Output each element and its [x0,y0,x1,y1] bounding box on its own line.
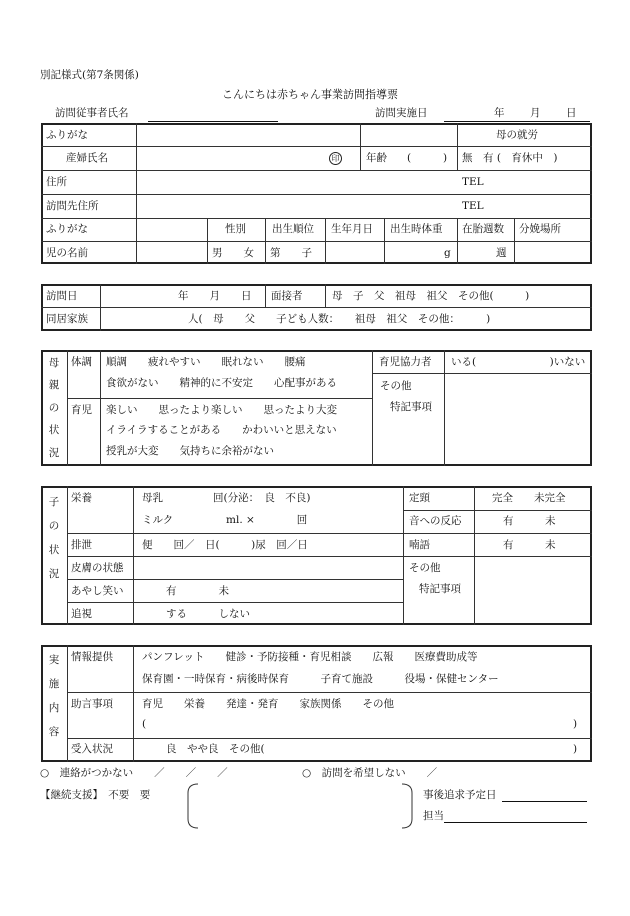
birth-order-label: 出生順位 [272,223,314,235]
childcare-options-1[interactable]: 楽しい 思ったより楽しい 思ったより大変 [106,404,337,416]
weeks-unit: 週 [496,247,507,259]
childcare-options-2[interactable]: イライラすることがある かわいいと思えない [106,424,337,436]
neck-options[interactable]: 完全 未完全 [492,492,566,504]
visit-date-value[interactable]: 年 月 日 [178,290,252,302]
work-options[interactable]: 無 有 ( 育休中 ) [462,152,558,164]
visit-day: 日 [566,107,577,119]
info-label: 情報提供 [71,651,113,663]
acceptance-options[interactable]: 良 やや良 その他( [166,743,265,755]
childcare-options-3[interactable]: 授乳が大変 気持ちに余裕がない [106,445,274,457]
weight-unit: g [444,247,451,259]
address-label: 住所 [46,176,67,188]
excretion-detail[interactable]: 便 回／ 日( )尿 回／日 [142,539,308,551]
advice-paren-close: ) [573,718,578,730]
sound-options[interactable]: 有 未 [503,515,556,527]
mother-special-label: 特記事項 [390,401,432,413]
info-options-1[interactable]: パンフレット 健診・予防接種・育児相談 広報 医療費助成等 [142,651,478,663]
visit-date-label: 訪問実施日 [375,107,428,119]
acceptance-label: 受入状況 [71,743,113,755]
birth-weight-label: 出生時体重 [390,223,443,235]
gaze-label: 追視 [71,608,92,620]
excretion-label: 排泄 [71,539,92,551]
breast-label: 母乳 [142,492,163,504]
child-status-side-label: 子 の 状 況 [48,495,60,580]
person-label: 担当 [423,810,444,822]
family-label: 同居家族 [46,313,88,325]
birth-order-value[interactable]: 第 子 [270,247,312,259]
neck-label: 定頸 [409,492,430,504]
person-line[interactable] [444,822,587,823]
physical-label: 体調 [71,356,92,368]
babble-options[interactable]: 有 未 [503,539,556,551]
mother-name-label: 産婦氏名 [66,152,108,164]
child-name-label: 児の名前 [46,247,88,259]
followup-date-line[interactable] [502,801,587,802]
advice-options[interactable]: 育児 栄養 発達・発育 家族関係 その他 [142,698,394,710]
visit-address-label: 訪問先住所 [46,200,99,212]
acceptance-paren-close: ) [573,743,578,755]
mother-work-label: 母の就労 [496,129,538,141]
formula-detail[interactable]: ml. × 回 [226,514,308,526]
helper-label: 育児協力者 [379,356,432,368]
interviewee-label: 面接者 [271,290,303,302]
gest-weeks-label: 在胎週数 [462,223,504,235]
birth-place-label: 分娩場所 [519,223,561,235]
child-special-label: 特記事項 [419,583,461,595]
formula-label: ミルク [142,514,174,526]
helper-options[interactable]: いる( )いない [451,356,586,368]
implementation-side-label: 実 施 内 容 [48,653,60,738]
visit-year: 年 [494,107,505,119]
sex-options[interactable]: 男 女 [212,247,254,259]
visit-date-row-label: 訪問日 [46,290,78,302]
age-paren-open: ( [407,152,412,164]
followup-bracket [186,783,414,829]
visit-tel-label: TEL [462,200,484,212]
visit-date-line[interactable] [444,121,590,122]
interviewee-options[interactable]: 母 子 父 祖母 祖父 その他( ) [332,290,530,302]
child-other-label: その他 [409,562,441,574]
advice-label: 助言事項 [71,698,113,710]
smile-options[interactable]: 有 未 [166,585,229,597]
staff-name-line[interactable] [148,121,278,122]
info-options-2[interactable]: 保育園・一時保育・病後時保育 子育て施設 役場・保健センター [142,673,499,685]
birth-date-label: 生年月日 [331,223,373,235]
staff-name-label: 訪問従事者氏名 [55,107,129,119]
mother-furigana-label: ふりがな [46,129,88,141]
physical-options-1[interactable]: 順調 疲れやすい 眠れない 腰痛 [106,356,306,368]
smile-label: あやし笑い [71,585,124,597]
sex-label: 性別 [225,223,246,235]
gaze-options[interactable]: する しない [166,608,250,620]
age-label: 年齢 [366,152,387,164]
followup-options[interactable]: 【継続支援】 不要 要 [40,789,151,801]
tel-label: TEL [462,176,484,188]
sound-label: 音への反応 [409,515,462,527]
unreachable-option[interactable]: ○ 連絡がつかない ／ ／ ／ [40,767,228,779]
nutrition-label: 栄養 [71,492,92,504]
followup-date-label: 事後追求予定日 [423,789,497,801]
form-label: 別記様式(第7条関係) [40,69,139,81]
physical-options-2[interactable]: 食欲がない 精神的に不安定 心配事がある [106,377,337,389]
family-value[interactable]: 人( 母 父 子ども人数： 祖母 祖父 その他： ) [188,313,491,325]
child-furigana-label: ふりがな [46,223,88,235]
seal-mark: 印 [329,152,342,165]
skin-label: 皮膚の状態 [71,562,124,574]
mother-other-label: その他 [380,380,412,392]
advice-paren-open: ( [142,718,147,730]
mother-status-side-label: 母 親 の 状 況 [48,356,60,459]
breast-detail[interactable]: 回(分泌： 良 不良) [213,492,311,504]
no-visit-option[interactable]: ○ 訪問を希望しない ／ [302,767,438,779]
visit-month: 月 [530,107,541,119]
childcare-label: 育児 [71,404,92,416]
babble-label: 喃語 [409,539,430,551]
age-paren-close: ) [443,152,448,164]
form-title: こんにちは赤ちゃん事業訪問指導票 [222,88,398,101]
